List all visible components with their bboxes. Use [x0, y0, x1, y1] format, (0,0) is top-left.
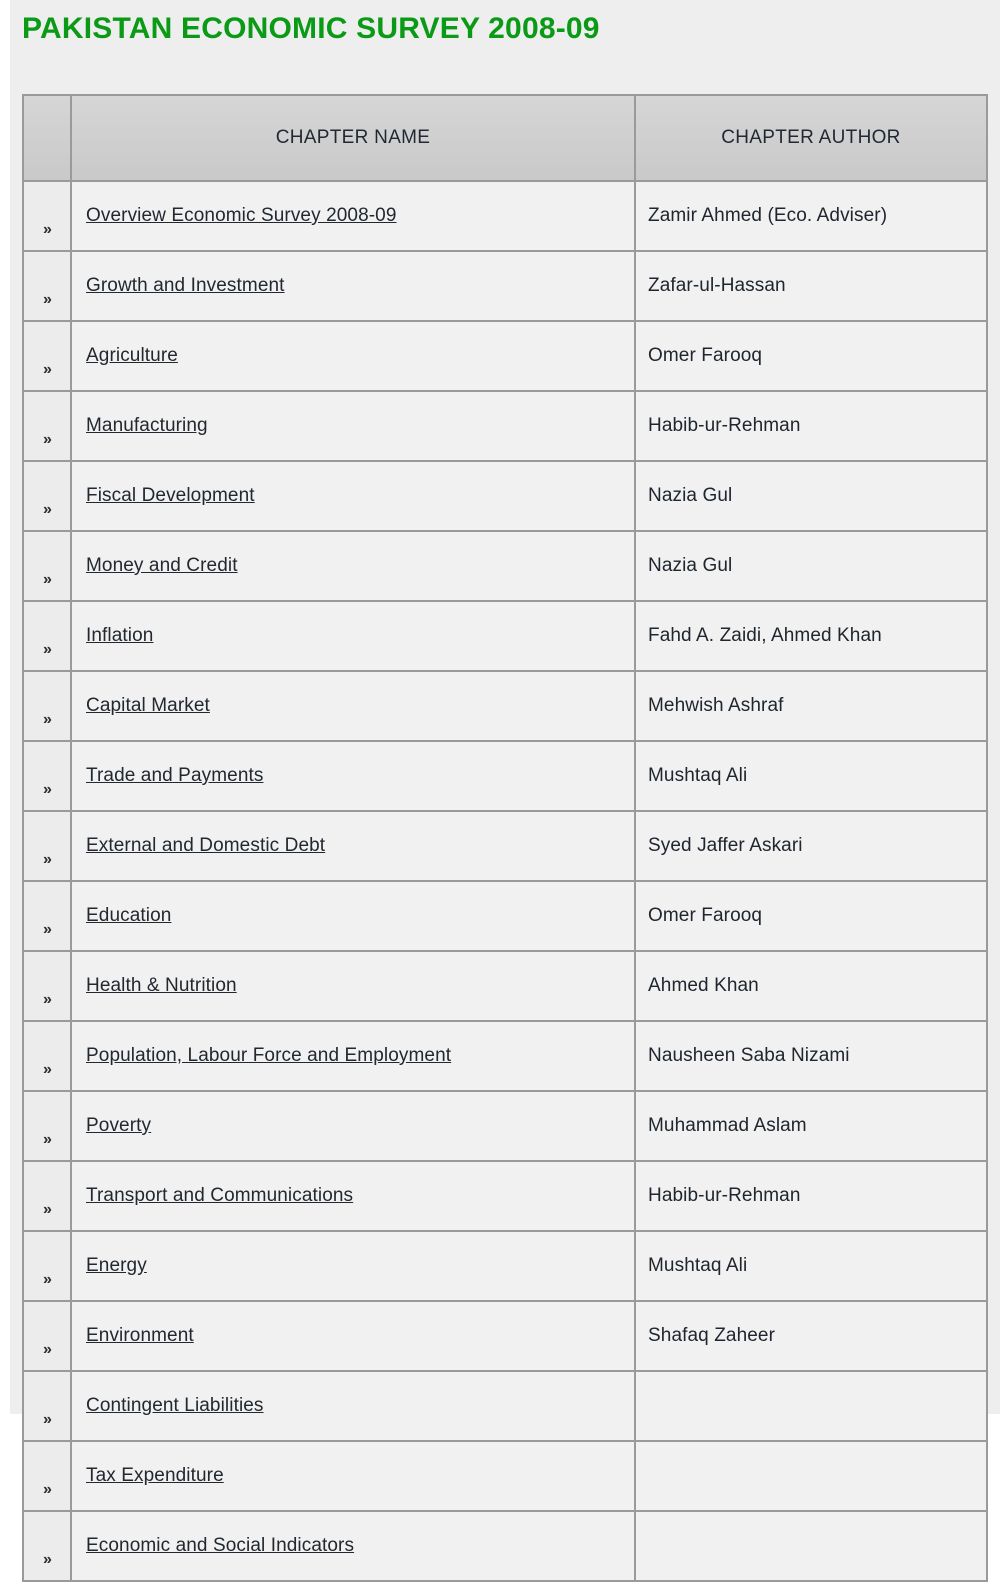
table-body — [22, 182, 988, 1582]
row-marker-cell — [22, 602, 72, 672]
chapter-link[interactable]: Inflation — [86, 625, 154, 646]
chapter-author-cell — [636, 1372, 988, 1442]
chapter-link[interactable]: Overview Economic Survey 2008-09 — [86, 205, 397, 226]
chapter-author-text: Habib-ur-Rehman — [648, 1185, 801, 1206]
table-row[interactable] — [22, 672, 988, 742]
chapter-author-text: Zamir Ahmed (Eco. Adviser) — [648, 205, 888, 226]
chapter-link[interactable]: Education — [86, 905, 172, 926]
double-chevron-right-icon: » — [43, 851, 51, 868]
table-row[interactable] — [22, 882, 988, 952]
chapter-author-cell — [636, 672, 988, 742]
chapter-link[interactable]: Manufacturing — [86, 415, 208, 436]
table-row[interactable] — [22, 1442, 988, 1512]
chapter-author-text: Mushtaq Ali — [648, 1255, 748, 1276]
double-chevron-right-icon: » — [43, 781, 51, 798]
chapter-link[interactable]: Economic and Social Indicators — [86, 1535, 355, 1556]
row-marker-cell — [22, 1022, 72, 1092]
double-chevron-right-icon: » — [43, 1201, 51, 1218]
chapter-link[interactable]: Contingent Liabilities — [86, 1395, 264, 1416]
chapter-name-cell — [72, 462, 636, 532]
row-marker-cell — [22, 322, 72, 392]
double-chevron-right-icon: » — [43, 431, 51, 448]
row-marker-cell — [22, 1302, 72, 1372]
double-chevron-right-icon: » — [43, 1061, 51, 1078]
chapter-author-text: Nausheen Saba Nizami — [648, 1045, 850, 1066]
chapter-author-text: Muhammad Aslam — [648, 1115, 807, 1136]
chapter-name-cell — [72, 532, 636, 602]
chapter-author-cell — [636, 1022, 988, 1092]
chapter-name-cell — [72, 882, 636, 952]
row-marker-cell — [22, 1232, 72, 1302]
row-marker-cell — [22, 182, 72, 252]
chapter-name-cell — [72, 602, 636, 672]
table-row[interactable] — [22, 742, 988, 812]
chapter-author-cell — [636, 462, 988, 532]
table-row[interactable] — [22, 1022, 988, 1092]
chapter-name-cell — [72, 812, 636, 882]
table-row[interactable] — [22, 1232, 988, 1302]
chapter-author-text: Nazia Gul — [648, 485, 733, 506]
row-marker-cell — [22, 1372, 72, 1442]
chapter-author-cell — [636, 532, 988, 602]
chapter-author-text: Mehwish Ashraf — [648, 695, 784, 716]
table-row[interactable] — [22, 182, 988, 252]
chapter-link[interactable]: Growth and Investment — [86, 275, 285, 296]
row-marker-cell — [22, 812, 72, 882]
chapter-author-cell — [636, 1232, 988, 1302]
chapter-author-text: Omer Farooq — [648, 345, 763, 366]
row-marker-cell — [22, 532, 72, 602]
chapter-link[interactable]: Fiscal Development — [86, 485, 255, 506]
chapter-name-cell — [72, 322, 636, 392]
chapter-table-container — [22, 94, 988, 1582]
chapter-author-cell — [636, 602, 988, 672]
chapter-author-cell — [636, 182, 988, 252]
row-marker-cell — [22, 672, 72, 742]
chapter-author-text: Fahd A. Zaidi, Ahmed Khan — [648, 625, 882, 646]
chapter-link[interactable]: Environment — [86, 1325, 194, 1346]
chapter-author-cell — [636, 742, 988, 812]
table-row[interactable] — [22, 1512, 988, 1582]
chapter-name-cell — [72, 1442, 636, 1512]
table-row[interactable] — [22, 532, 988, 602]
double-chevron-right-icon: » — [43, 1551, 51, 1568]
chapter-link[interactable]: Poverty — [86, 1115, 152, 1136]
chapter-link[interactable]: Energy — [86, 1255, 147, 1276]
table-header-row — [22, 94, 988, 182]
chapter-name-cell — [72, 1162, 636, 1232]
double-chevron-right-icon: » — [43, 641, 51, 658]
double-chevron-right-icon: » — [43, 1341, 51, 1358]
table-row[interactable] — [22, 392, 988, 462]
page-canvas — [10, 0, 1000, 1568]
table-row[interactable] — [22, 812, 988, 882]
chapter-link[interactable]: Trade and Payments — [86, 765, 264, 786]
double-chevron-right-icon: » — [43, 361, 51, 378]
chapter-author-text: Mushtaq Ali — [648, 765, 748, 786]
table-row[interactable] — [22, 462, 988, 532]
chapter-name-cell — [72, 392, 636, 462]
double-chevron-right-icon: » — [43, 1131, 51, 1148]
chapter-name-cell — [72, 1512, 636, 1582]
column-header-chapter-name: CHAPTER NAME — [72, 94, 636, 182]
table-row[interactable] — [22, 1372, 988, 1442]
chapter-name-cell — [72, 1302, 636, 1372]
chapter-author-cell — [636, 952, 988, 1022]
chapter-author-text: Shafaq Zaheer — [648, 1325, 775, 1346]
chapter-name-cell — [72, 1372, 636, 1442]
table-row[interactable] — [22, 952, 988, 1022]
chapter-link[interactable]: Agriculture — [86, 345, 178, 366]
double-chevron-right-icon: » — [43, 221, 51, 238]
row-marker-cell — [22, 952, 72, 1022]
chapter-name-cell — [72, 182, 636, 252]
chapter-author-cell — [636, 1162, 988, 1232]
row-marker-cell — [22, 1442, 72, 1512]
chapter-author-text: Ahmed Khan — [648, 975, 759, 996]
chapter-author-cell — [636, 882, 988, 952]
double-chevron-right-icon: » — [43, 1481, 51, 1498]
chapter-link[interactable]: Money and Credit — [86, 555, 238, 576]
chapter-link[interactable]: Health & Nutrition — [86, 975, 237, 996]
table-row[interactable] — [22, 1302, 988, 1372]
chapter-name-cell — [72, 1092, 636, 1162]
chapter-author-cell — [636, 1512, 988, 1582]
chapter-author-cell — [636, 812, 988, 882]
chapter-name-cell — [72, 1022, 636, 1092]
double-chevron-right-icon: » — [43, 501, 51, 518]
row-marker-cell — [22, 742, 72, 812]
chapter-link[interactable]: Capital Market — [86, 695, 210, 716]
page-title: PAKISTAN ECONOMIC SURVEY 2008-09 — [22, 12, 600, 45]
chapter-author-text: Zafar-ul-Hassan — [648, 275, 786, 296]
chapter-author-text: Habib-ur-Rehman — [648, 415, 801, 436]
table-row[interactable] — [22, 1092, 988, 1162]
chapter-name-cell — [72, 742, 636, 812]
chapter-name-cell — [72, 1232, 636, 1302]
chapter-author-cell — [636, 1302, 988, 1372]
chapter-author-text: Nazia Gul — [648, 555, 733, 576]
column-header-chapter-author: CHAPTER AUTHOR — [636, 94, 988, 182]
chapter-table — [22, 94, 988, 1582]
chapter-name-cell — [72, 252, 636, 322]
chapter-name-cell — [72, 952, 636, 1022]
double-chevron-right-icon: » — [43, 991, 51, 1008]
chapter-name-cell — [72, 672, 636, 742]
table-row[interactable] — [22, 1162, 988, 1232]
chapter-link[interactable]: Transport and Communications — [86, 1185, 354, 1206]
row-marker-cell — [22, 1162, 72, 1232]
double-chevron-right-icon: » — [43, 291, 51, 308]
table-row[interactable] — [22, 322, 988, 392]
chapter-author-text: Syed Jaffer Askari — [648, 835, 803, 856]
row-marker-cell — [22, 1512, 72, 1582]
chapter-author-cell — [636, 1092, 988, 1162]
column-header-marker — [22, 94, 72, 182]
double-chevron-right-icon: » — [43, 1271, 51, 1288]
chapter-link[interactable]: Population, Labour Force and Employment — [86, 1045, 452, 1066]
chapter-author-cell — [636, 322, 988, 392]
double-chevron-right-icon: » — [43, 571, 51, 588]
double-chevron-right-icon: » — [43, 711, 51, 728]
row-marker-cell — [22, 252, 72, 322]
chapter-link[interactable]: External and Domestic Debt — [86, 835, 326, 856]
table-row[interactable] — [22, 602, 988, 672]
double-chevron-right-icon: » — [43, 1411, 51, 1428]
chapter-author-text: Omer Farooq — [648, 905, 763, 926]
chapter-author-cell — [636, 1442, 988, 1512]
table-header — [22, 94, 988, 182]
row-marker-cell — [22, 882, 72, 952]
table-row[interactable] — [22, 252, 988, 322]
double-chevron-right-icon: » — [43, 921, 51, 938]
row-marker-cell — [22, 462, 72, 532]
row-marker-cell — [22, 1092, 72, 1162]
chapter-link[interactable]: Tax Expenditure — [86, 1465, 224, 1486]
row-marker-cell — [22, 392, 72, 462]
chapter-author-cell — [636, 252, 988, 322]
chapter-author-cell — [636, 392, 988, 462]
